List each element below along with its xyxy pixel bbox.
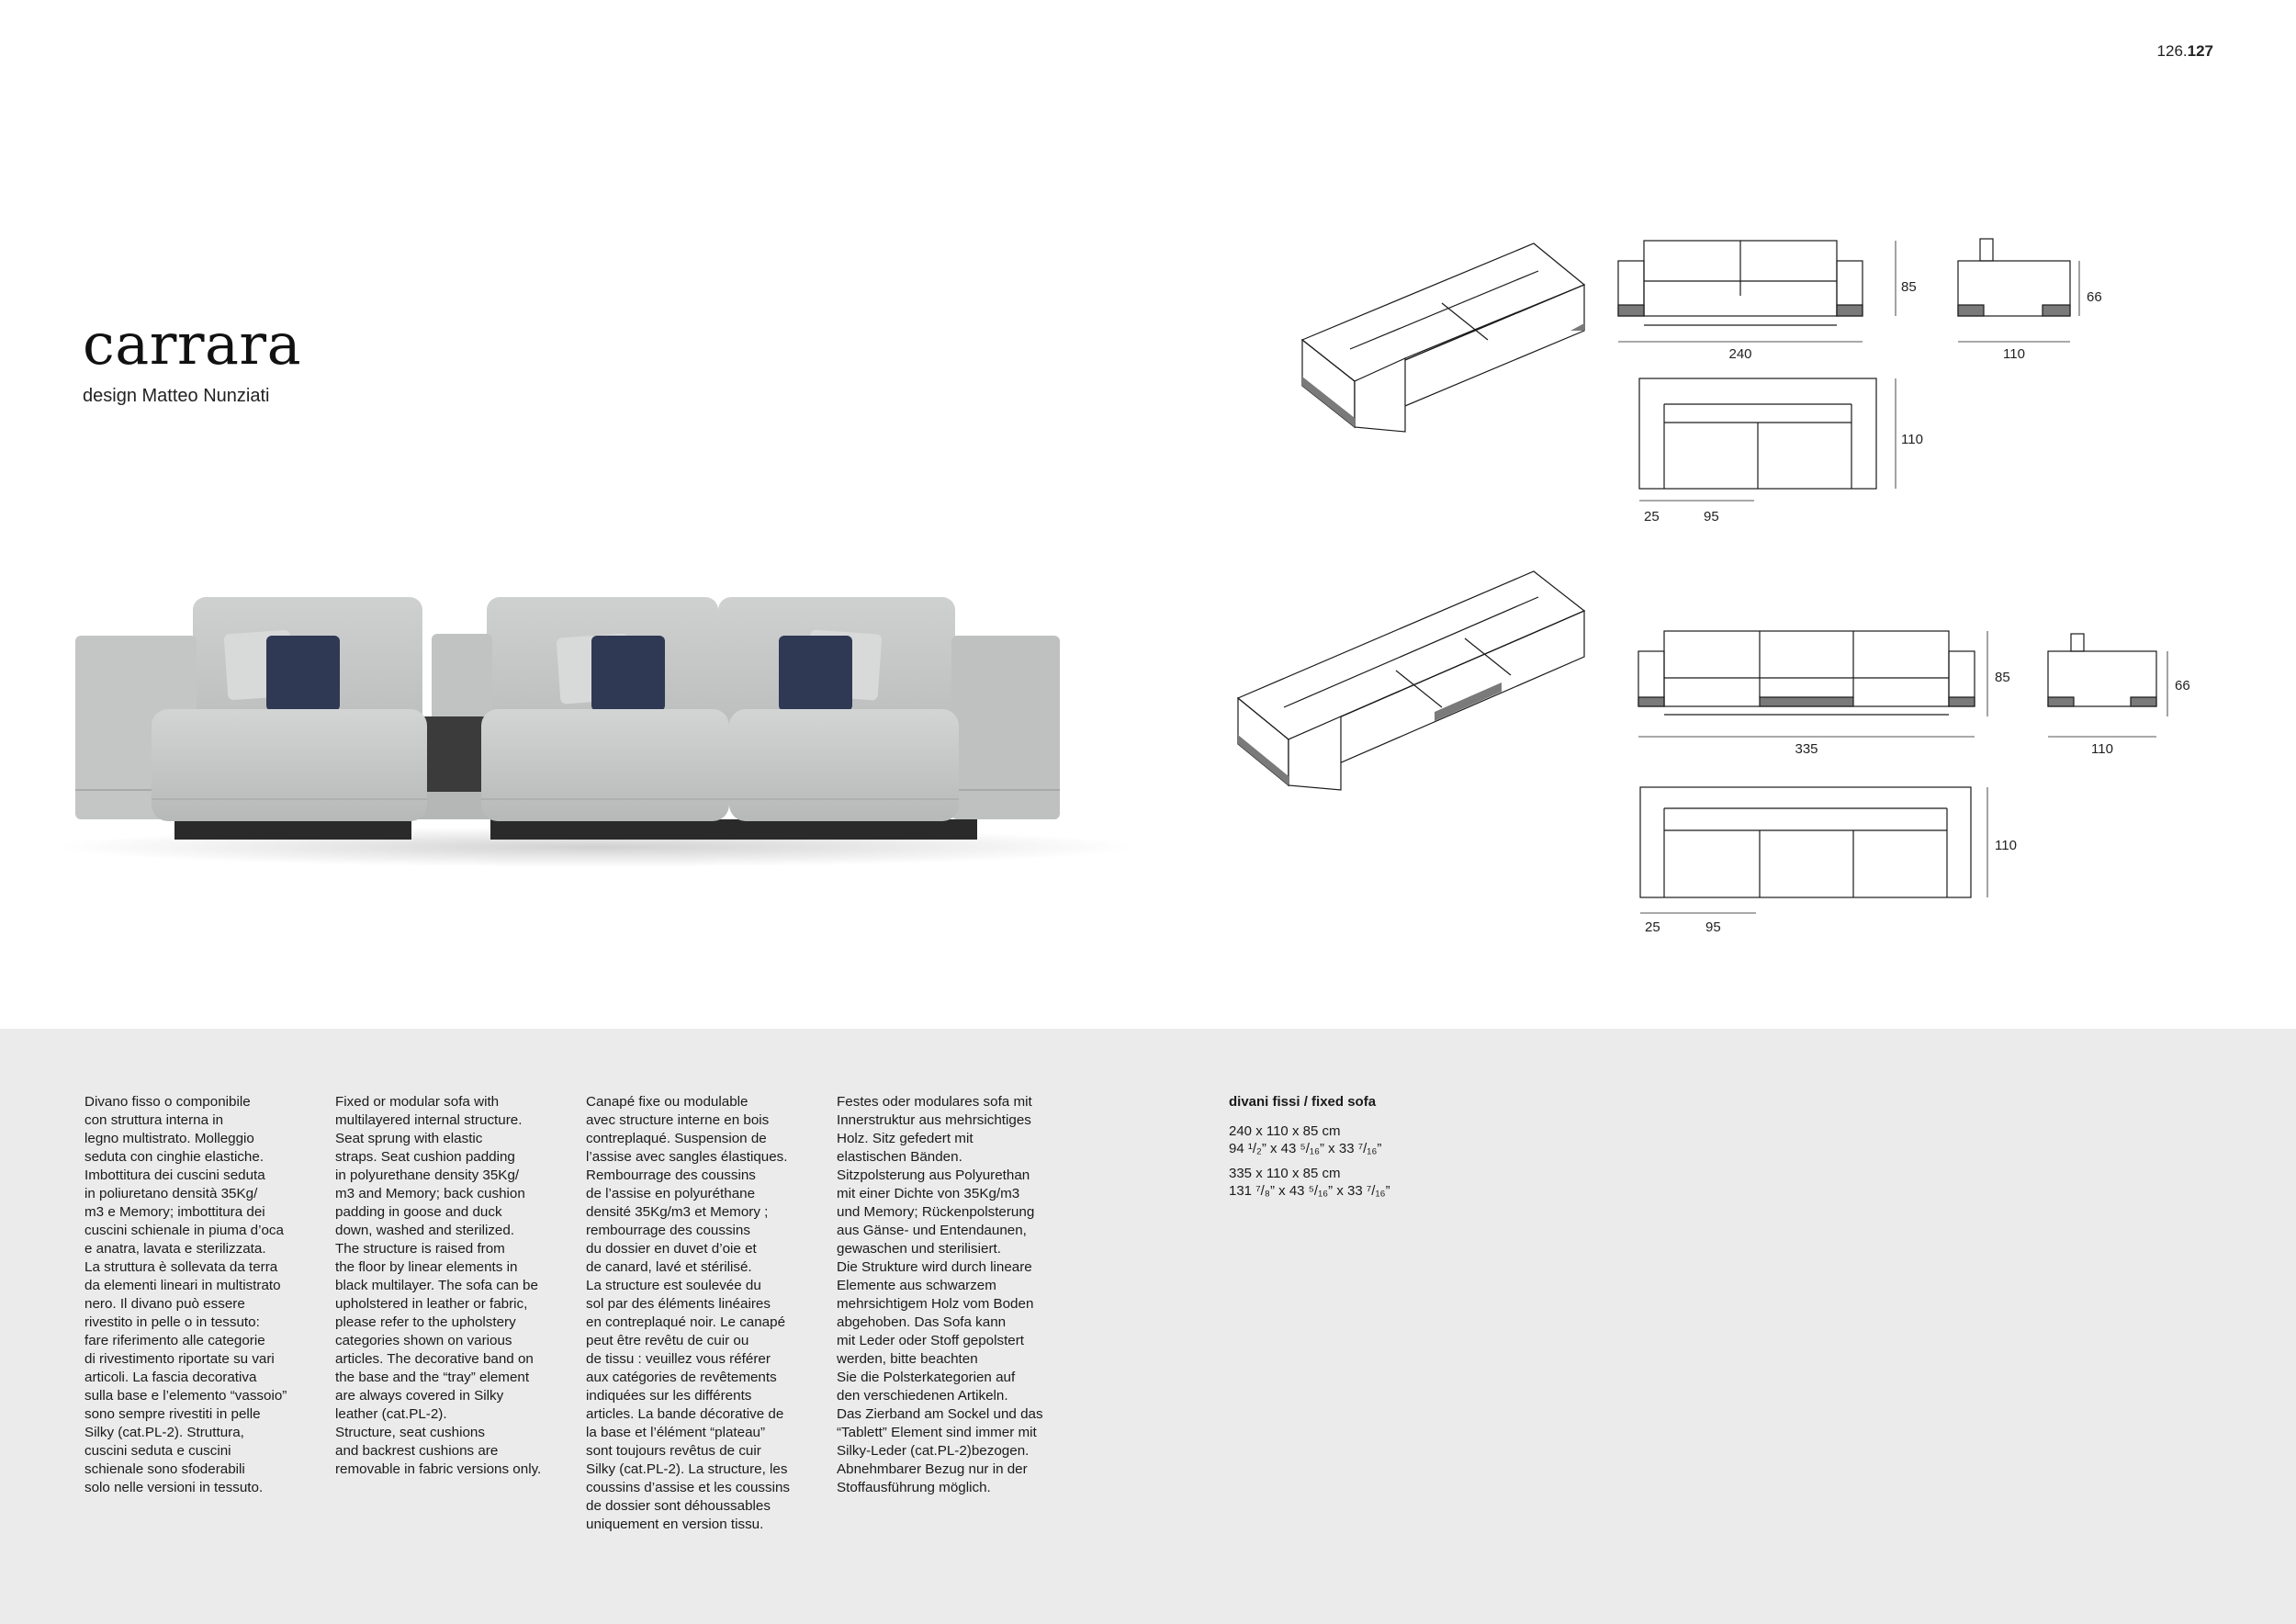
dim-arm-240: 25 xyxy=(1644,509,1660,524)
base-plinth-right xyxy=(490,819,977,840)
page-number xyxy=(2157,42,2213,61)
seat-middle xyxy=(481,709,729,821)
spec-cm: 335 x 110 x 85 cm xyxy=(1229,1166,1341,1181)
spec-item-335 xyxy=(1229,1165,1390,1200)
dim-width-335: 335 xyxy=(1795,741,1818,757)
seat-left xyxy=(152,709,427,821)
dim-height-335: 85 xyxy=(1995,670,2010,685)
dim-side-height-240: 66 xyxy=(2087,289,2102,305)
side-view-335 xyxy=(2048,634,2167,737)
throw-pillow-left xyxy=(266,636,340,711)
front-view-335 xyxy=(1638,631,1987,737)
isometric-view-335 xyxy=(1238,571,1584,790)
base-plinth-left xyxy=(174,819,411,840)
side-view-240 xyxy=(1958,239,2079,342)
product-title: carrara xyxy=(83,310,302,378)
sofa-photo xyxy=(37,579,1139,873)
dim-side-depth-335: 110 xyxy=(2091,741,2113,757)
designer-credit: design Matteo Nunziati xyxy=(83,386,270,406)
spec-cm: 240 x 110 x 85 cm xyxy=(1229,1123,1341,1139)
seat-right xyxy=(729,709,959,821)
plan-view-240 xyxy=(1639,378,1896,501)
description-english: Fixed or modular sofa with multilayered internal structure. Seat sprung with elastic straps. Seat cushion padding in polyurethane density 35Kg/ m3 and Memory; back cushion padding in goose and duck down, washed and sterilized. The structure is raised from the floor by linear elements in black multilayer. The sofa can be upholstered in leather or fabric, please refer to the upholstery categories shown on various articles. The decorative band on the base and the “tray” element are always covered in Silky leather (cat.PL-2). Structure, seat cushions and backrest cushions are removable in fabric versions only. xyxy=(335,1094,542,1477)
plan-view-335 xyxy=(1640,787,1987,913)
technical-drawings xyxy=(1221,220,2213,955)
description-footer xyxy=(0,1029,2296,1624)
spec-inch: 94 ¹/₂” x 43 ⁵/₁₆” x 33 ⁷/₁₆” xyxy=(1229,1141,1382,1156)
dim-side-height-335: 66 xyxy=(2175,678,2190,694)
page-number-prefix: 126. xyxy=(2156,42,2188,60)
throw-pillow-middle xyxy=(591,636,665,711)
front-view-240 xyxy=(1618,241,1896,342)
dim-width-240: 240 xyxy=(1728,346,1752,362)
spec-title: divani fissi / fixed sofa xyxy=(1229,1094,1377,1110)
dim-plan-depth-335: 110 xyxy=(1995,838,2017,853)
spec-inch: 131 ⁷/₈” x 43 ⁵/₁₆” x 33 ⁷/₁₆” xyxy=(1229,1183,1390,1199)
dim-side-depth-240: 110 xyxy=(2003,346,2025,362)
description-italian: Divano fisso o componibile con struttura interna in legno multistrato. Molleggio seduta con cinghie elastiche. Imbottitura dei cuscini seduta in poliuretano densità 35Kg/ m3 e Memory; imbottitura dei cuscini schienale in piuma d’oca e anatra, lavata e sterilizzata. La struttura è sollevata da terra da elementi lineari in multistrato nero. Il divano può essere rivestito in pelle o in tessuto: fare riferimento alle categorie di rivestimento riportate su vari articoli. La fascia decorativa sulla base e l’elemento “vassoio” sono sempre rivestiti in pelle Silky (cat.PL-2). Struttura, cuscini seduta e cuscini schienale sono sfoderabili solo nelle versioni in tessuto. xyxy=(84,1094,287,1495)
dim-height-240: 85 xyxy=(1901,279,1917,295)
description-french: Canapé fixe ou modulable avec structure interne en bois contreplaqué. Suspension de l’assise avec sangles élastiques. Rembourrage des coussins de l’assise en polyuréthane densité 35Kg/m3 et Memory ; rembourrage des coussins du dossier en duvet d’oie et de canard, lavé et stérilisé. La structure est soulevée du sol par des éléments linéaires en contreplaqué noir. Le canapé peut être revêtu de cuir ou de tissu : veuillez vous référer aux catégories de revêtements indiquées sur les différents articles. La bande décorative de la base et l’élément “plateau” sont toujours revêtus de cuir Silky (cat.PL-2). La structure, les coussins d’assise et les coussins de dossier sont déhoussables uniquement en version tissu. xyxy=(586,1094,791,1532)
isometric-view-240 xyxy=(1302,243,1584,432)
page-number-current: 127 xyxy=(2187,42,2213,60)
armrest-right xyxy=(951,636,1060,819)
description-german: Festes oder modulares sofa mit Innerstruktur aus mehrsichtiges Holz. Sitz gefedert mit elastischen Bänden. Sitzpolsterung aus Polyurethan mit einer Dichte von 35Kg/m3 und Memory; Rückenpolsterung aus Gänse- und Entendaunen, gewaschen und sterilisiert. Die Strukture wird durch lineare Elemente aus schwarzem mehrsichtigem Holz vom Boden abgehoben. Das Sofa kann mit Leder oder Stoff gepolstert werden, bitte beachten Sie die Polsterkategorien auf den verschiedenen Artikeln. Das Zierband am Sockel und das “Tablett” Element sind immer mit Silky-Leder (cat.PL-2)bezogen. Abnehmbarer Bezug nur in der Stoffausführung möglich. xyxy=(837,1094,1043,1495)
spec-item-240 xyxy=(1229,1122,1390,1157)
dim-seat-240: 95 xyxy=(1704,509,1719,524)
spec-block xyxy=(1229,1093,1390,1207)
dim-arm-335: 25 xyxy=(1645,919,1660,935)
dim-plan-depth-240: 110 xyxy=(1901,432,1923,447)
throw-pillow-right xyxy=(779,636,852,711)
dim-seat-335: 95 xyxy=(1705,919,1721,935)
